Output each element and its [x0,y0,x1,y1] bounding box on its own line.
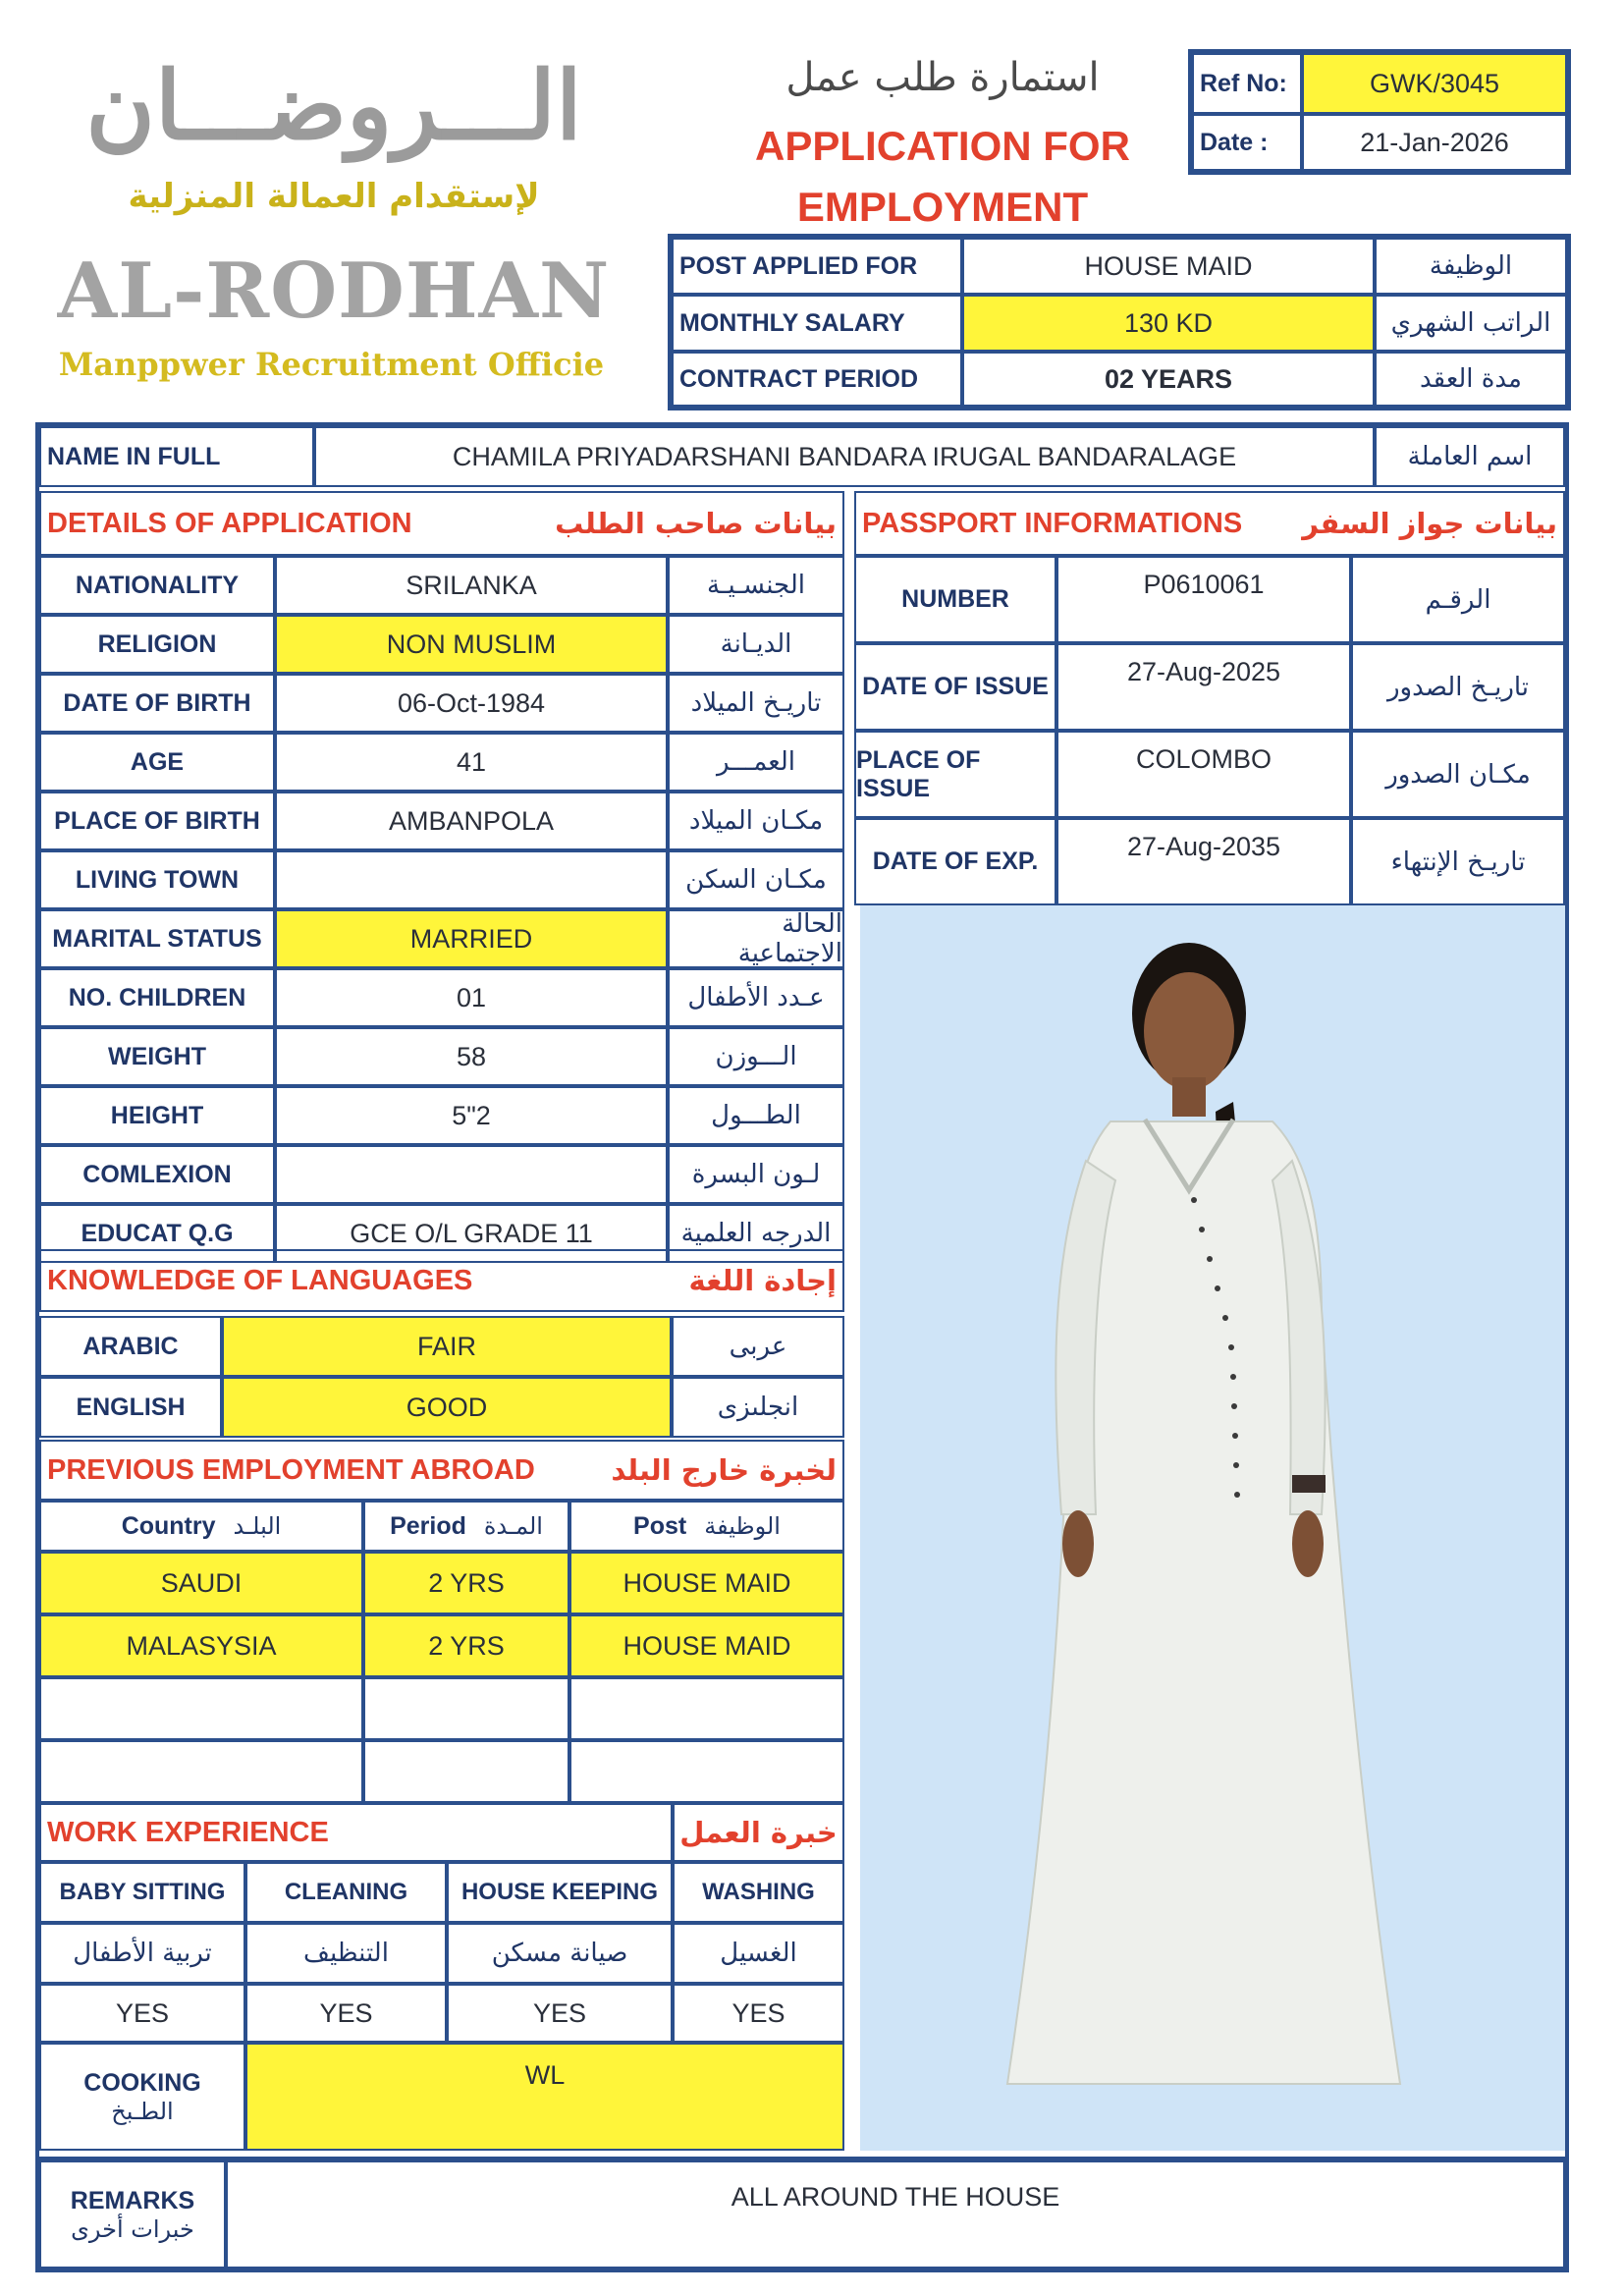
contract-label-ar: مدة العقد [1375,352,1567,407]
form-title-line1: APPLICATION FOR [755,123,1130,169]
ref-label: Ref No: [1192,53,1302,114]
previous-period-cell: 2 YRS [363,1552,569,1614]
language-label: ENGLISH [39,1377,222,1438]
detail-label-ar: الطـــول [668,1086,844,1145]
name-label-ar: اسم العاملة [1375,426,1565,487]
detail-label: EDUCAT Q.G [39,1204,275,1263]
work-section-header [39,1803,673,1862]
language-level: GOOD [222,1377,672,1438]
passport-label-ar: الرقـم [1351,556,1565,643]
post-label-ar: الوظيفة [1375,238,1567,295]
passport-section-header [854,491,1565,556]
language-label-ar: عربى [672,1316,844,1377]
detail-value: 58 [275,1027,668,1086]
detail-label: LIVING TOWN [39,850,275,909]
work-skill-label: WASHING [673,1862,844,1923]
detail-label: WEIGHT [39,1027,275,1086]
detail-value: MARRIED [275,909,668,968]
detail-value: SRILANKA [275,556,668,615]
previous-title-ar: لخبرة خارج البلد [611,1453,837,1487]
previous-country-cell [39,1677,363,1740]
contract-value: 02 YEARS [962,352,1375,407]
logo-arabic-tagline: لإستقدام العمالة المنزلية [128,177,540,216]
name-value: CHAMILA PRIYADARSHANI BANDARA IRUGAL BANDARALAGE [314,426,1375,487]
passport-value: 27-Aug-2025 [1056,643,1351,731]
language-label-ar: انجلىزى [672,1377,844,1438]
salary-value: 130 KD [962,295,1375,352]
detail-value [275,850,668,909]
previous-post-cell [569,1740,844,1803]
details-title-ar: بيانات صاحب الطلب [555,507,837,540]
detail-value: 41 [275,733,668,792]
cooking-value: WL [245,2043,844,2151]
detail-label: NATIONALITY [39,556,275,615]
detail-label-ar: العمـــر [668,733,844,792]
previous-header-ar: البلـد [233,1512,282,1540]
previous-header-en: Country [121,1511,216,1540]
previous-header-cell [569,1501,844,1552]
previous-post-cell: HOUSE MAID [569,1614,844,1677]
work-skill-label: HOUSE KEEPING [447,1862,673,1923]
detail-label: HEIGHT [39,1086,275,1145]
remarks-label-ar: خبرات أخرى [71,2214,194,2243]
work-title: WORK EXPERIENCE [47,1816,329,1848]
passport-title: PASSPORT INFORMATIONS [862,507,1243,539]
detail-label-ar: الـــوزن [668,1027,844,1086]
work-skill-value: YES [245,1984,447,2043]
logo-english-name: AL-RODHAN [57,246,611,336]
applicant-figure [860,905,1565,2151]
contract-label: CONTRACT PERIOD [672,352,962,407]
detail-label-ar: مكـان السكن [668,850,844,909]
passport-label: NUMBER [854,556,1056,643]
previous-country-cell [39,1740,363,1803]
details-section-header [39,491,844,556]
language-level: FAIR [222,1316,672,1377]
remarks-label: REMARKS [70,2186,195,2214]
previous-period-cell: 2 YRS [363,1614,569,1677]
detail-label-ar: عـدد الأطفال [668,968,844,1027]
cooking-label-ar: الطـبخ [111,2097,174,2125]
form-title-line2: EMPLOYMENT [796,184,1089,230]
detail-label: RELIGION [39,615,275,674]
previous-header-ar: المـدة [483,1512,543,1540]
passport-value: P0610061 [1056,556,1351,643]
previous-header-en: Period [390,1511,466,1540]
previous-post-cell [569,1677,844,1740]
date-value: 21-Jan-2026 [1302,114,1567,171]
post-value: HOUSE MAID [962,238,1375,295]
detail-value [275,1145,668,1204]
languages-title-ar: إجادة اللغة [688,1264,837,1297]
work-skill-value: YES [673,1984,844,2043]
passport-label-ar: تاريـخ الصدور [1351,643,1565,731]
detail-label-ar: الجنسـيـة [668,556,844,615]
applicant-photo [860,905,1565,2151]
detail-value: AMBANPOLA [275,792,668,850]
ref-value: GWK/3045 [1302,53,1567,114]
post-label: POST APPLIED FOR [672,238,962,295]
detail-value: NON MUSLIM [275,615,668,674]
detail-label: PLACE OF BIRTH [39,792,275,850]
name-label: NAME IN FULL [39,426,314,487]
previous-period-cell [363,1740,569,1803]
previous-section-header [39,1440,844,1501]
work-skill-label-ar: الغسيل [673,1923,844,1984]
detail-label-ar: مكـان الميلاد [668,792,844,850]
previous-post-cell: HOUSE MAID [569,1552,844,1614]
work-skill-label-ar: صيانة مسكن [447,1923,673,1984]
form-title-english [687,116,1198,238]
logo-english-tagline: Manppwer Recruitment Officie [58,346,605,383]
work-skill-label-ar: التنظيف [245,1923,447,1984]
passport-label: PLACE OF ISSUE [854,731,1056,818]
work-title-ar-cell [673,1803,844,1862]
passport-title-ar: بيانات جواز السفر [1302,507,1557,540]
passport-value: COLOMBO [1056,731,1351,818]
cooking-label: COOKING [83,2068,201,2097]
previous-header-cell [363,1501,569,1552]
previous-header-cell [39,1501,363,1552]
detail-label: MARITAL STATUS [39,909,275,968]
previous-country-cell: MALASYSIA [39,1614,363,1677]
work-skill-value: YES [39,1984,245,2043]
passport-value: 27-Aug-2035 [1056,818,1351,905]
detail-label-ar: الدرجه العلمية [668,1204,844,1263]
form-title-arabic: استمارة طلب عمل [785,55,1100,100]
work-skill-label-ar: تربية الأطفال [39,1923,245,1984]
work-skill-label: CLEANING [245,1862,447,1923]
detail-label: DATE OF BIRTH [39,674,275,733]
detail-label-ar: لـون البسرة [668,1145,844,1204]
passport-label: DATE OF ISSUE [854,643,1056,731]
detail-value: 01 [275,968,668,1027]
previous-header-en: Post [633,1511,687,1540]
passport-label: DATE OF EXP. [854,818,1056,905]
detail-label: NO. CHILDREN [39,968,275,1027]
date-label: Date : [1192,114,1302,171]
detail-value: 06-Oct-1984 [275,674,668,733]
detail-label-ar: الديـانة [668,615,844,674]
work-skill-label: BABY SITTING [39,1862,245,1923]
details-title: DETAILS OF APPLICATION [47,507,412,539]
detail-label: COMLEXION [39,1145,275,1204]
detail-value: 5"2 [275,1086,668,1145]
previous-country-cell: SAUDI [39,1552,363,1614]
cooking-label-cell [39,2043,245,2151]
work-title-ar: خبرة العمل [679,1816,838,1849]
languages-title: KNOWLEDGE OF LANGUAGES [47,1264,473,1296]
remarks-value: ALL AROUND THE HOUSE [226,2160,1565,2269]
previous-title: PREVIOUS EMPLOYMENT ABROAD [47,1453,535,1486]
salary-label-ar: الراتب الشهري [1375,295,1567,352]
passport-label-ar: مكـان الصدور [1351,731,1565,818]
previous-header-ar: الوظيفة [704,1512,781,1540]
detail-label-ar: تاريـخ الميلاد [668,674,844,733]
salary-label: MONTHLY SALARY [672,295,962,352]
detail-label: AGE [39,733,275,792]
work-skill-value: YES [447,1984,673,2043]
detail-value: GCE O/L GRADE 11 [275,1204,668,1263]
language-label: ARABIC [39,1316,222,1377]
detail-label-ar: الحالة الاجتماعية [668,909,844,968]
languages-section-header [39,1249,844,1312]
logo-arabic-name: الـــروضـــان [85,50,582,161]
passport-label-ar: تاريـخ الإنتهاء [1351,818,1565,905]
remarks-label-cell [39,2160,226,2269]
previous-period-cell [363,1677,569,1740]
